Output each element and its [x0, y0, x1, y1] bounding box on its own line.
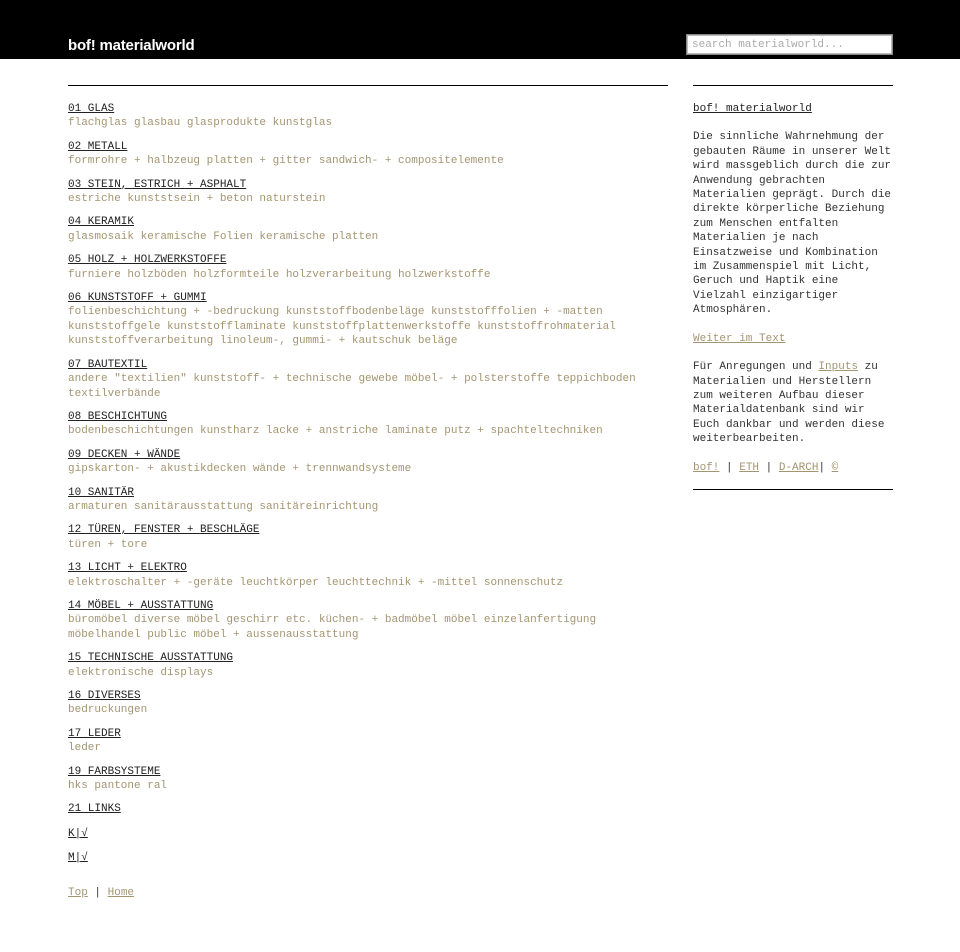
- link-m[interactable]: M|√: [68, 852, 88, 865]
- category-description: bedruckungen: [68, 704, 148, 717]
- category-description: bodenbeschichtungen kunstharz lacke + anstriche laminate putz + spachteltechniken: [68, 425, 603, 438]
- category-item: [68, 689, 668, 718]
- category-title[interactable]: 17 LEDER: [68, 727, 121, 740]
- category-title[interactable]: 04 KERAMIK: [68, 216, 135, 229]
- category-item: [68, 561, 668, 590]
- category-description: büromöbel diverse möbel geschirr etc. küchen- + badmöbel möbel einzelanfertigung möbelhandel public möbel + aussenausstattung: [68, 614, 597, 641]
- category-title[interactable]: 10 SANITÄR: [68, 486, 135, 499]
- category-description: andere "textilien" kunststoff- + technische gewebe möbel- + polsterstoffe teppichboden textilverbände: [68, 373, 636, 400]
- category-item: [68, 102, 668, 131]
- category-title[interactable]: 14 MÖBEL + AUSSTATTUNG: [68, 599, 214, 612]
- category-description: furniere holzböden holzformteile holzverarbeitung holzwerkstoffe: [68, 268, 491, 281]
- category-title[interactable]: 01 GLAS: [68, 103, 115, 115]
- category-item: [68, 523, 668, 552]
- category-title[interactable]: 12 TÜREN, FENSTER + BESCHLÄGE: [68, 524, 260, 537]
- category-description: leder: [68, 742, 102, 755]
- home-link[interactable]: Home: [107, 886, 135, 899]
- category-title[interactable]: 15 TECHNISCHE AUSSTATTUNG: [68, 652, 234, 665]
- category-item: [68, 651, 668, 680]
- footer-separator: |: [87, 886, 108, 899]
- category-item: [68, 765, 668, 794]
- category-item: [68, 215, 668, 244]
- category-item: [68, 253, 668, 282]
- category-item: [68, 358, 668, 401]
- category-description: elektroschalter + -geräte leuchtkörper leuchttechnik + -mittel sonnenschutz: [68, 576, 564, 589]
- sidebar: [693, 85, 893, 490]
- category-description: türen + tore: [68, 538, 148, 551]
- category-description: formrohre + halbzeug platten + gitter sandwich- + compositelemente: [68, 155, 504, 168]
- category-item: [68, 178, 668, 207]
- category-description: gipskarton- + akustikdecken wände + trennwandsysteme: [68, 463, 412, 476]
- category-title[interactable]: 19 FARBSYSTEME: [68, 765, 161, 778]
- category-title[interactable]: 03 STEIN, ESTRICH + ASPHALT: [68, 178, 247, 191]
- category-description: hks pantone ral: [68, 780, 168, 793]
- inputs-link[interactable]: Inputs: [818, 361, 859, 374]
- category-title[interactable]: 05 HOLZ + HOLZWERKSTOFFE: [68, 254, 227, 267]
- category-description: estriche kunststsein + beton naturstein: [68, 193, 326, 206]
- copyright-link[interactable]: ©: [831, 461, 839, 474]
- separator: |: [818, 461, 832, 474]
- category-item: [68, 727, 668, 756]
- links-section: [68, 802, 668, 816]
- category-title[interactable]: 13 LICHT + ELEKTRO: [68, 562, 187, 575]
- sidebar-contact: [693, 360, 893, 446]
- more-text-link[interactable]: Weiter im Text: [693, 332, 786, 345]
- category-title[interactable]: 09 DECKEN + WÄNDE: [68, 448, 181, 461]
- bof-link[interactable]: bof!: [693, 461, 720, 474]
- sidebar-links: [693, 461, 893, 475]
- contact-text-pre: Für Anregungen und: [693, 361, 819, 374]
- category-description: folienbeschichtung + -bedruckung kunststoffbodenbeläge kunststofffolien + -matten kunststoffgele kunststofflaminate kunststoffplattenwerkstoffe kunststoffrohmaterial kunststoffverarbeitung linoleum-, gummi- + kautschuk beläge: [68, 306, 616, 348]
- category-description: flachglas glasbau glasprodukte kunstglas: [68, 117, 333, 130]
- separator: |: [719, 461, 740, 474]
- search-input[interactable]: [687, 35, 892, 54]
- header-bar: [0, 0, 960, 59]
- category-item: [68, 599, 668, 642]
- category-item: [68, 410, 668, 439]
- eth-link[interactable]: ETH: [739, 461, 760, 474]
- footer-links: [68, 886, 668, 900]
- category-description: elektronische displays: [68, 666, 214, 679]
- contact-text-post: zu Materialien und Herstellern zum weiteren Aufbau dieser Materialdatenbank sind wir Euch dankbar und werden diese weiterbearbeiten.: [693, 361, 885, 446]
- site-logo[interactable]: bof! materialworld: [68, 37, 195, 54]
- sidebar-intro: Die sinnliche Wahrnehmung der gebauten Räume in unserer Welt wird massgeblich durch die zur Anwendung gebrachten Materialien geprägt. Durch die direkte körperliche Beziehung zum Menschen entfalten Materialien je nach Einsatzweise und Kombination im Zusammenspiel mit Licht, Geruch und Haptik eine Vielzahl einzigartiger Atmosphären.: [693, 131, 892, 317]
- category-title[interactable]: 07 BAUTEXTIL: [68, 358, 148, 371]
- category-item: [68, 486, 668, 515]
- separator: |: [759, 461, 779, 474]
- category-title[interactable]: 16 DIVERSES: [68, 690, 141, 702]
- category-title[interactable]: 02 METALL: [68, 140, 128, 153]
- link-k[interactable]: K|√: [68, 827, 88, 840]
- category-description: glasmosaik keramische Folien keramische platten: [68, 230, 379, 243]
- category-title[interactable]: 06 KUNSTSTOFF + GUMMI: [68, 292, 207, 305]
- top-link[interactable]: Top: [68, 886, 88, 899]
- category-list: [68, 86, 668, 793]
- category-item: [68, 291, 668, 349]
- category-title-links[interactable]: 21 LINKS: [68, 803, 121, 816]
- sidebar-title[interactable]: bof! materialworld: [693, 103, 812, 115]
- main-content: [68, 85, 668, 900]
- sidebar-bottom-rule: [693, 489, 893, 490]
- category-description: armaturen sanitärausstattung sanitäreinrichtung: [68, 500, 379, 513]
- category-item: [68, 140, 668, 169]
- category-item: [68, 448, 668, 477]
- darch-link[interactable]: D-ARCH: [778, 461, 819, 474]
- category-title[interactable]: 08 BESCHICHTUNG: [68, 410, 168, 423]
